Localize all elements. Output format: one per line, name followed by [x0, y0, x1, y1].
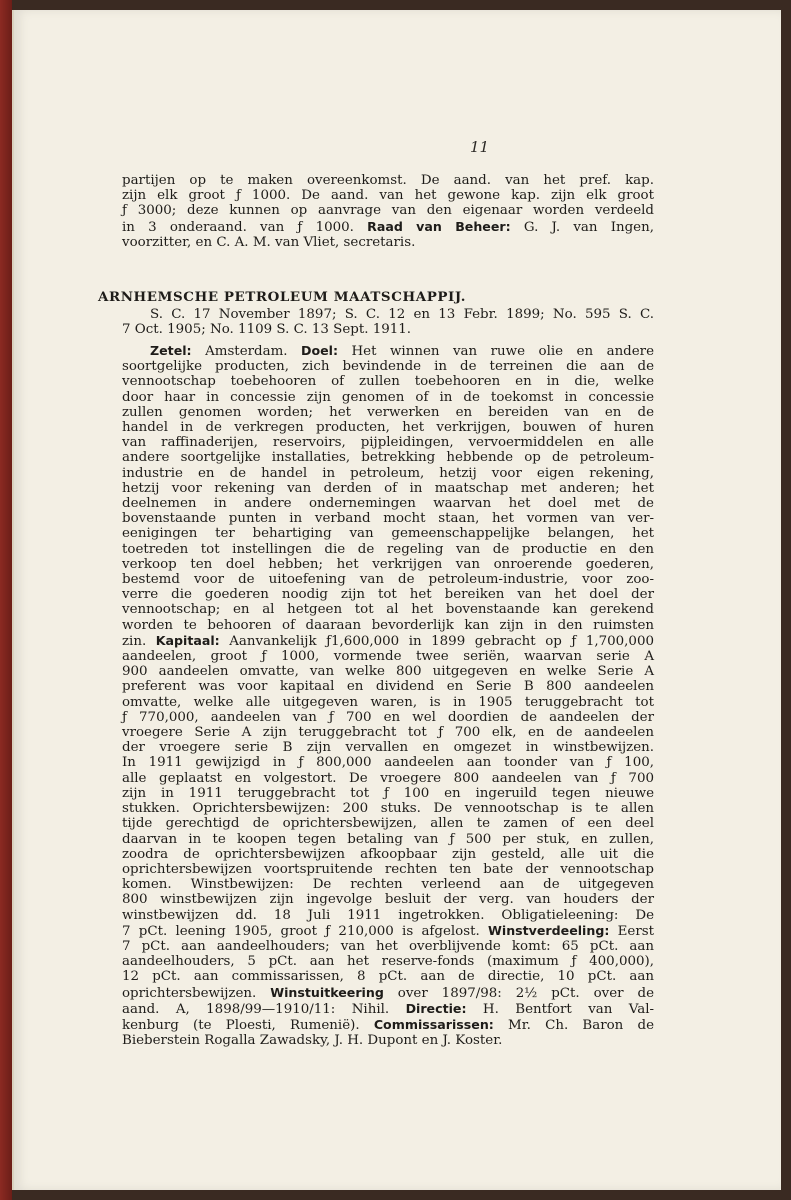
text-line: 12 pCt. aan commissarissen, 8 pCt. aan de directie, 10 pCt. aan — [122, 969, 654, 985]
text-segment: oprichtersbewijzen. — [122, 985, 271, 1001]
company-description — [122, 343, 654, 1048]
text-line: zoodra de oprichtersbewijzen afkoopbaar zijn gesteld, alle uit die — [122, 846, 654, 862]
page-number: 11 — [470, 138, 490, 156]
text-line: door haar in concessie zijn genomen of in de toekomst in concessie — [122, 389, 654, 405]
text-line: soortgelijke producten, zich bevindende in de terreinen die aan de — [122, 359, 654, 375]
text-line: alle geplaatst en volgestort. De vroegere 800 aandeelen van ƒ 700 — [122, 770, 654, 786]
text-line: der vroegere serie B zijn vervallen en omgezet in winstbewijzen. — [122, 740, 654, 756]
book-page — [12, 10, 781, 1190]
text-segment: in 3 onderaand. van ƒ 1000. — [122, 219, 368, 235]
text-line: komen. Winstbewijzen: De rechten verleend aan de uitgegeven — [122, 877, 654, 893]
text-line: vroegere Serie A zijn teruggebracht tot ƒ 700 elk, en de aandeelen — [122, 725, 654, 741]
text-line — [122, 1017, 654, 1033]
text-segment: Aanvankelijk ƒ1,600,000 in 1899 gebracht op ƒ 1,700,000 — [219, 633, 654, 649]
text-line: S. C. 17 November 1897; S. C. 12 en 13 Febr. 1899; No. 595 S. C. — [150, 307, 654, 322]
text-line: zijn in 1911 teruggebracht tot ƒ 100 en ingeruild tegen nieuwe — [122, 785, 654, 801]
text-line: zijn elk groot ƒ 1000. De aand. van het gewone kap. zijn elk groot — [122, 188, 654, 204]
text-line: bovenstaande punten in verband mocht staan, het vormen van ver- — [122, 511, 654, 527]
text-line: omvatte, welke alle uitgegeven waren, is in 1905 teruggebracht tot — [122, 694, 654, 710]
text-line: deelnemen in andere ondernemingen waarvan het doel met de — [122, 496, 654, 512]
text-line: daarvan in te koopen tegen betaling van ƒ 500 per stuk, en zullen, — [122, 831, 654, 847]
text-segment: aand. A, 1898/99—1910/11: Nihil. — [122, 1001, 406, 1017]
commissarissen-label: Commissarissen: — [373, 1016, 494, 1032]
directie-label: Directie: — [405, 1000, 467, 1016]
text-line: hetzij voor rekening van derden of in maatschap met anderen; het — [122, 480, 654, 496]
registration-dates — [122, 307, 654, 337]
text-segment: H. Bentfort van Val- — [466, 1001, 655, 1017]
text-line: bestemd voor de uitoefening van de petroleum-industrie, voor zoo- — [122, 572, 654, 588]
text-line: van raffinaderijen, reservoirs, pijpleidingen, vervoermiddelen en alle — [122, 435, 654, 451]
text-line: vennootschap toebehooren of zullen toebehooren en in die, welke — [122, 374, 654, 390]
text-line: ƒ 3000; deze kunnen op aanvrage van den eigenaar worden verdeeld — [122, 203, 654, 219]
text-line: voorzitter, en C. A. M. van Vliet, secretaris. — [122, 234, 416, 250]
text-line — [122, 633, 654, 649]
text-line: worden te behooren of daaraan bevorderlijk kan zijn in den ruimsten — [122, 617, 654, 633]
text-segment: over 1897/98: 2½ pCt. over de — [383, 985, 654, 1001]
text-line: ƒ 770,000, aandeelen van ƒ 700 en wel doordien de aandeelen der — [122, 709, 654, 725]
text-segment: G. J. van Ingen, — [510, 219, 654, 235]
text-segment: Mr. Ch. Baron de — [493, 1017, 654, 1033]
text-line: preferent was voor kapitaal en dividend en Serie B 800 aandeelen — [122, 679, 654, 695]
text-line: 800 winstbewijzen zijn ingevolge besluit der verg. van houders der — [122, 892, 654, 908]
text-line — [122, 985, 654, 1001]
book-spine — [0, 0, 12, 1200]
text-segment: Amsterdam. — [191, 344, 302, 359]
text-segment: Het winnen van ruwe olie en andere — [338, 344, 655, 359]
text-segment: zin. — [122, 633, 156, 649]
raad-van-beheer-label: Raad van Beheer: — [367, 218, 511, 234]
text-line: oprichtersbewijzen voortspruitende rechten ten bate der vennootschap — [122, 861, 654, 877]
text-line: industrie en de handel in petroleum, hetzij voor eigen rekening, — [122, 465, 654, 481]
text-line — [122, 1001, 654, 1017]
text-segment: kenburg (te Ploesti, Rumenië). — [122, 1017, 374, 1033]
text-line: vennootschap; en al hetgeen tot al het bovenstaande kan gerekend — [122, 602, 654, 618]
text-line: andere soortgelijke installaties, betrekking hebbende op de petroleum- — [122, 450, 654, 466]
text-line: partijen op te maken overeenkomst. De aand. van het pref. kap. — [122, 173, 654, 188]
text-line: aandeelhouders, 5 pCt. aan het reserve-fonds (maximum ƒ 400,000), — [122, 954, 654, 970]
text-line — [122, 219, 654, 235]
text-line: eenigingen ter behartiging van gemeenschappelijke belangen, het — [122, 526, 654, 542]
text-line: Bieberstein Rogalla Zawadsky, J. H. Dupont en J. Koster. — [122, 1033, 503, 1049]
text-line: aandeelen, groot ƒ 1000, vormende twee seriën, waarvan serie A — [122, 649, 654, 665]
text-segment: 7 pCt. leening 1905, groot ƒ 210,000 is afgelost. — [122, 923, 488, 939]
text-line: In 1911 gewijzigd in ƒ 800,000 aandeelen aan toonder van ƒ 100, — [122, 755, 654, 771]
winstuitkeering-label: Winstuitkeering — [270, 984, 384, 1000]
text-line — [122, 343, 654, 359]
text-line: 7 Oct. 1905; No. 1109 S. C. 13 Sept. 1911. — [122, 322, 412, 338]
text-segment: Eerst — [609, 923, 654, 939]
text-line: verre die goederen noodig zijn tot het bereiken van het doel der — [122, 587, 654, 603]
text-line: zullen genomen worden; het verwerken en bereiden van en de — [122, 404, 654, 420]
winstverdeeling-label: Winstverdeeling: — [487, 922, 610, 938]
doel-label: Doel: — [301, 343, 339, 358]
text-line — [122, 923, 654, 939]
text-line: verkoop ten doel hebben; het verkrijgen van onroerende goederen, — [122, 556, 654, 572]
kapitaal-label: Kapitaal: — [155, 632, 220, 648]
intro-paragraph — [122, 173, 654, 250]
text-line: toetreden tot instellingen die de regeling van de productie en den — [122, 541, 654, 557]
text-line: tijde gerechtigd de oprichtersbewijzen, allen te zamen of een deel — [122, 816, 654, 832]
text-line: 900 aandeelen omvatte, van welke 800 uitgegeven en welke Serie A — [122, 664, 654, 680]
text-line: 7 pCt. aan aandeelhouders; van het overblijvende komt: 65 pCt. aan — [122, 938, 654, 954]
text-line: winstbewijzen dd. 18 Juli 1911 ingetrokken. Obligatieleening: De — [122, 907, 654, 923]
text-line: handel in de verkregen producten, het verkrijgen, bouwen of huren — [122, 420, 654, 436]
text-line: stukken. Oprichtersbewijzen: 200 stuks. De vennootschap is te allen — [122, 801, 654, 817]
zetel-label: Zetel: — [150, 343, 192, 358]
section-heading: ARNHEMSCHE PETROLEUM MAATSCHAPPIJ. — [98, 289, 467, 305]
